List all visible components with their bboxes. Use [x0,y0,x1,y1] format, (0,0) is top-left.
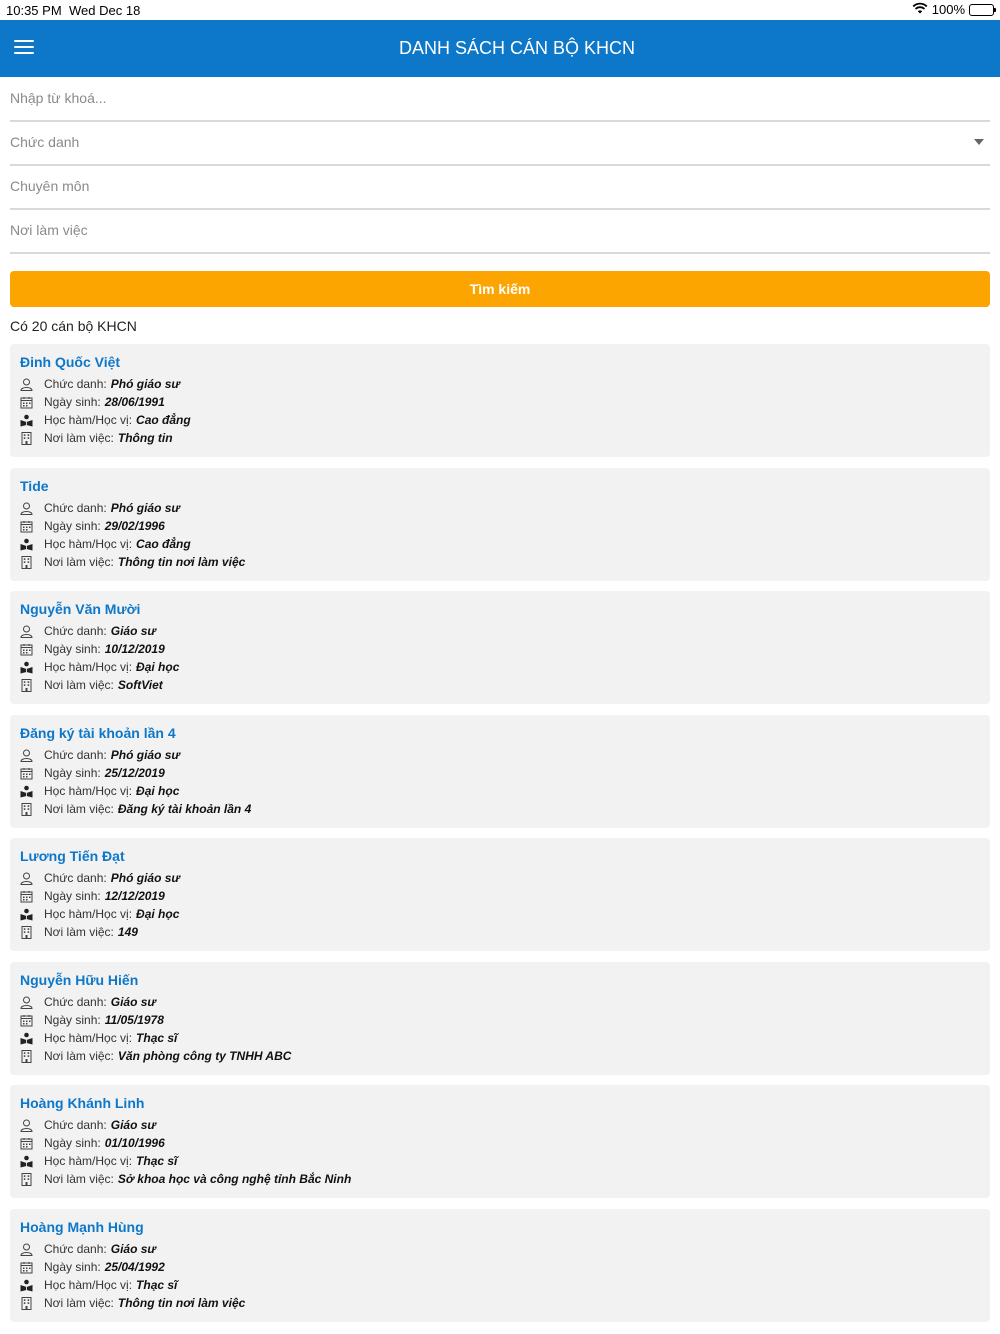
calendar-icon [20,396,33,409]
user-icon [20,502,33,515]
battery-icon [969,4,994,16]
staff-dob-row [20,888,165,904]
workplace-label: Nơi làm việc: [44,1049,114,1063]
workplace-label: Nơi làm việc: [44,925,114,939]
status-date: Wed Dec 18 [69,3,141,18]
staff-title-row [20,1117,156,1133]
degree-label: Học hàm/Học vị: [44,660,133,674]
degree-icon [20,1279,33,1292]
degree-icon [20,1032,33,1045]
staff-title-row [20,870,180,886]
user-icon [20,872,33,885]
title-value: Phó giáo sư [110,377,180,391]
staff-title-row [20,500,180,516]
degree-label: Học hàm/Học vị: [44,413,133,427]
keyword-field[interactable] [10,78,990,122]
app-header [0,20,1000,77]
staff-name[interactable]: Đinh Quốc Việt [20,354,121,370]
dob-value: 25/04/1992 [104,1260,165,1274]
staff-name[interactable]: Tide [20,478,49,494]
workplace-label: Nơi làm việc: [44,678,114,692]
title-value: Phó giáo sư [110,871,180,885]
title-value: Phó giáo sư [110,501,180,515]
degree-icon [20,661,33,674]
user-icon [20,996,33,1009]
title-value: Giáo sư [110,1242,156,1256]
degree-value: Đại học [136,907,180,921]
workplace-field[interactable] [10,210,990,254]
title-select-value: Chức danh [10,134,80,150]
workplace-value: Sở khoa học và công nghệ tỉnh Bắc Ninh [117,1172,352,1186]
degree-value: Cao đẳng [136,413,191,427]
staff-card[interactable] [10,1085,990,1198]
workplace-value: Văn phòng công ty TNHH ABC [117,1049,292,1063]
staff-degree-row [20,783,179,799]
staff-degree-row [20,412,191,428]
staff-card[interactable] [10,344,990,457]
degree-label: Học hàm/Học vị: [44,1031,133,1045]
staff-degree-row [20,906,179,922]
dob-label: Ngày sinh: [44,519,101,533]
building-icon [20,1173,33,1186]
staff-workplace-row [20,924,138,940]
building-icon [20,432,33,445]
search-button[interactable]: Tìm kiếm [10,271,990,307]
building-icon [20,803,33,816]
title-label: Chức danh: [44,995,107,1009]
title-value: Phó giáo sư [110,748,180,762]
staff-name[interactable]: Nguyễn Văn Mười [20,601,141,617]
staff-name[interactable]: Nguyễn Hữu Hiến [20,972,139,988]
dob-value: 25/12/2019 [104,766,165,780]
degree-label: Học hàm/Học vị: [44,537,133,551]
workplace-value: 149 [117,925,138,939]
user-icon [20,749,33,762]
staff-dob-row [20,518,165,534]
staff-dob-row [20,394,165,410]
user-icon [20,378,33,391]
title-value: Giáo sư [110,624,156,638]
calendar-icon [20,1261,33,1274]
dob-value: 29/02/1996 [104,519,165,533]
workplace-label: Nơi làm việc: [44,802,114,816]
staff-dob-row [20,1012,164,1028]
degree-label: Học hàm/Học vị: [44,1278,133,1292]
user-icon [20,1243,33,1256]
staff-dob-row [20,641,165,657]
title-label: Chức danh: [44,377,107,391]
staff-card[interactable] [10,962,990,1075]
workplace-label: Nơi làm việc: [44,1296,114,1310]
staff-workplace-row [20,430,173,446]
building-icon [20,679,33,692]
staff-dob-row [20,1135,165,1151]
degree-label: Học hàm/Học vị: [44,1154,133,1168]
building-icon [20,926,33,939]
keyword-input[interactable] [10,86,990,110]
title-select[interactable] [10,122,990,166]
workplace-value: Thông tin [117,431,173,445]
result-count: Có 20 cán bộ KHCN [10,318,137,334]
specialty-input[interactable] [10,174,990,198]
wifi-icon [912,2,928,17]
status-bar [0,0,1000,20]
staff-card[interactable] [10,1209,990,1322]
workplace-value: Thông tin nơi làm việc [117,555,246,569]
staff-name[interactable]: Đăng ký tài khoản lần 4 [20,725,176,741]
degree-value: Thạc sĩ [136,1154,178,1168]
calendar-icon [20,1014,33,1027]
degree-icon [20,1155,33,1168]
degree-value: Đại học [136,660,180,674]
workplace-input[interactable] [10,218,990,242]
dob-label: Ngày sinh: [44,766,101,780]
degree-icon [20,538,33,551]
workplace-label: Nơi làm việc: [44,431,114,445]
title-label: Chức danh: [44,1118,107,1132]
staff-title-row [20,747,180,763]
workplace-label: Nơi làm việc: [44,1172,114,1186]
user-icon [20,1119,33,1132]
staff-card[interactable] [10,591,990,704]
staff-degree-row [20,536,191,552]
dob-label: Ngày sinh: [44,1260,101,1274]
staff-card[interactable] [10,715,990,828]
staff-workplace-row [20,1171,351,1187]
status-right [912,2,994,17]
degree-icon [20,414,33,427]
title-label: Chức danh: [44,871,107,885]
calendar-icon [20,890,33,903]
calendar-icon [20,767,33,780]
staff-degree-row [20,659,179,675]
workplace-value: SoftViet [117,678,163,692]
staff-degree-row [20,1153,177,1169]
building-icon [20,1050,33,1063]
staff-workplace-row [20,1295,245,1311]
staff-degree-row [20,1277,177,1293]
dob-label: Ngày sinh: [44,1013,101,1027]
dob-value: 01/10/1996 [104,1136,165,1150]
staff-degree-row [20,1030,177,1046]
staff-workplace-row [20,1048,291,1064]
staff-dob-row [20,765,165,781]
battery-percent: 100% [931,2,965,17]
title-label: Chức danh: [44,1242,107,1256]
building-icon [20,1297,33,1310]
staff-title-row [20,623,156,639]
staff-name[interactable]: Lương Tiến Đạt [20,848,125,864]
degree-value: Thạc sĩ [136,1031,178,1045]
staff-workplace-row [20,801,251,817]
dob-value: 11/05/1978 [104,1013,164,1027]
dob-value: 12/12/2019 [104,889,165,903]
degree-label: Học hàm/Học vị: [44,784,133,798]
specialty-field[interactable] [10,166,990,210]
staff-title-row [20,376,180,392]
degree-value: Đại học [136,784,180,798]
dob-label: Ngày sinh: [44,889,101,903]
title-label: Chức danh: [44,624,107,638]
degree-icon [20,785,33,798]
title-value: Giáo sư [110,1118,156,1132]
dob-label: Ngày sinh: [44,1136,101,1150]
degree-icon [20,908,33,921]
status-time: 10:35 PM [6,3,62,18]
user-icon [20,625,33,638]
staff-card[interactable] [10,468,990,581]
chevron-down-icon [974,139,984,145]
dob-label: Ngày sinh: [44,395,101,409]
workplace-value: Đăng ký tài khoản lần 4 [117,802,252,816]
staff-title-row [20,994,156,1010]
degree-label: Học hàm/Học vị: [44,907,133,921]
staff-name[interactable]: Hoàng Khánh Linh [20,1095,145,1111]
calendar-icon [20,643,33,656]
degree-value: Thạc sĩ [136,1278,178,1292]
title-label: Chức danh: [44,501,107,515]
staff-dob-row [20,1259,165,1275]
title-value: Giáo sư [110,995,156,1009]
dob-label: Ngày sinh: [44,642,101,656]
staff-name[interactable]: Hoàng Mạnh Hùng [20,1219,144,1235]
title-label: Chức danh: [44,748,107,762]
building-icon [20,556,33,569]
workplace-value: Thông tin nơi làm việc [117,1296,246,1310]
workplace-label: Nơi làm việc: [44,555,114,569]
staff-workplace-row [20,554,245,570]
page-title: DANH SÁCH CÁN BỘ KHCN [398,38,636,58]
dob-value: 10/12/2019 [104,642,165,656]
staff-title-row [20,1241,156,1257]
staff-card[interactable] [10,838,990,951]
staff-workplace-row [20,677,163,693]
calendar-icon [20,1137,33,1150]
dob-value: 28/06/1991 [104,395,165,409]
calendar-icon [20,520,33,533]
degree-value: Cao đẳng [136,537,191,551]
